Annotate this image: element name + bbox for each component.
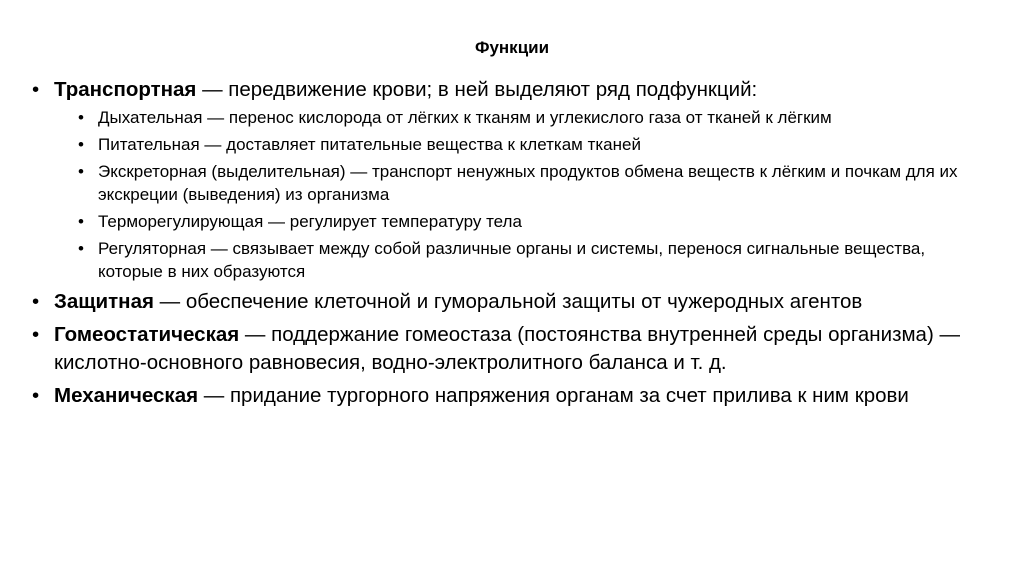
item-term: Гомеостатическая [54, 323, 240, 346]
sub-item-text: Регуляторная — связывает между собой различные органы и системы, перенося сигнальные вещества, которые в них образуются [98, 239, 926, 281]
item-text: — поддержание гомеостаза (постоянства внутренней среды организма) — кислотно-основного равновесия, водно-электролитного баланса и т. д. [54, 323, 960, 374]
bullet-list [28, 76, 988, 415]
bullet-icon: • [78, 135, 84, 154]
sub-item-text: Дыхательная — перенос кислорода от лёгких к тканям и углекислого газа от тканей к лёгким [98, 108, 832, 127]
list-item-transport [28, 76, 988, 283]
bullet-icon: • [32, 290, 40, 313]
bullet-icon: • [32, 78, 40, 101]
bullet-icon: • [78, 239, 84, 258]
sub-item-text: Терморегулирующая — регулирует температуру тела [98, 212, 522, 231]
sub-item-text: Питательная — доставляет питательные вещества к клеткам тканей [98, 135, 641, 154]
slide-title: Функции [474, 38, 550, 57]
sub-list-item [75, 133, 988, 156]
sub-list [54, 106, 988, 283]
bullet-icon: • [78, 212, 84, 231]
bullet-icon: • [78, 162, 84, 181]
bullet-icon: • [32, 384, 40, 407]
sub-list-item [75, 237, 988, 283]
sub-list-item [75, 210, 988, 233]
item-term: Защитная [54, 290, 154, 313]
sub-list-item [75, 160, 988, 206]
item-text: — обеспечение клеточной и гуморальной защиты от чужеродных агентов [153, 290, 863, 313]
sub-list-item [75, 106, 988, 129]
bullet-icon: • [32, 323, 40, 346]
item-term: Транспортная [54, 78, 197, 101]
list-item-protective [28, 288, 988, 316]
item-text: — передвижение крови; в ней выделяют ряд подфункций: [196, 78, 758, 101]
item-text: — придание тургорного напряжения органам за счет прилива к ним крови [198, 384, 909, 407]
bullet-icon: • [78, 108, 84, 127]
sub-item-text: Экскреторная (выделительная) — транспорт ненужных продуктов обмена веществ к лёгким и почкам для их экскреции (выведения) из организма [98, 162, 958, 204]
item-term: Механическая [54, 384, 199, 407]
list-item-mechanical [28, 382, 988, 410]
list-item-homeostatic [28, 321, 988, 377]
